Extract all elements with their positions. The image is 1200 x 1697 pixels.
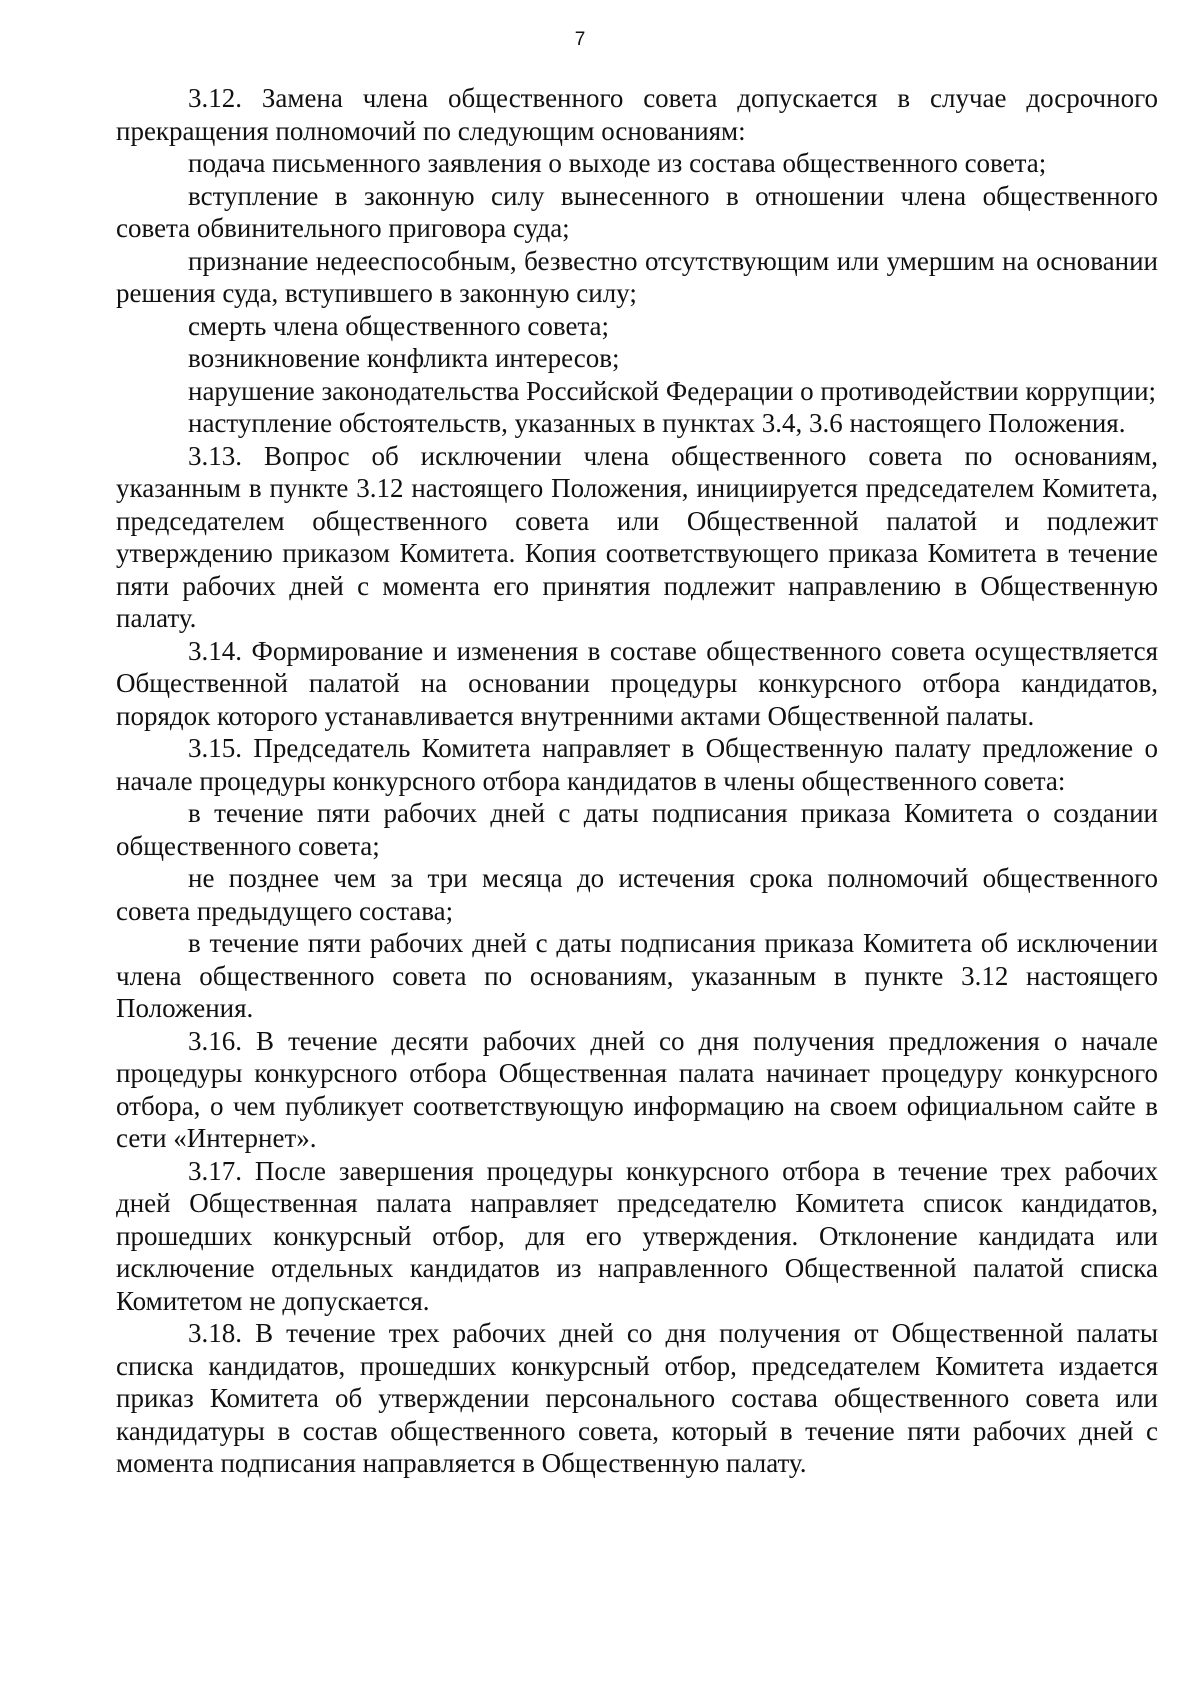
list-item-three-months: не позднее чем за три месяца до истечения срока полномочий общественного совета предыдущего состава; — [116, 863, 1158, 926]
list-item-anticorruption-violation: нарушение законодательства Российской Федерации о противодействии коррупции; — [188, 375, 1157, 406]
list-item-incapacity: признание недееспособным, безвестно отсутствующим или умершим на основании решения суда, вступившего в законную силу; — [116, 245, 1158, 308]
list-item-five-days-creation: в течение пяти рабочих дней с даты подписания приказа Комитета о создании общественного совета; — [116, 798, 1158, 861]
clause-3-18: 3.18. В течение трех рабочих дней со дня получения от Общественной палаты списка кандидатов, прошедших конкурсный отбор, председателем Комитета издается приказ Комитета об утверждении персонального состава общественного совета или кандидатуры в состав общественного совета, который в течение пяти рабочих дней с момента подписания направляется в Общественную палату. — [116, 1318, 1158, 1478]
list-item-written-statement: подача письменного заявления о выходе из состава общественного совета; — [188, 148, 1047, 178]
page-number: 7 — [574, 29, 586, 50]
clause-3-12: 3.12. Замена члена общественного совета допускается в случае досрочного прекращения полномочий по следующим основаниям: — [116, 83, 1158, 146]
clause-3-17: 3.17. После завершения процедуры конкурсного отбора в течение трех рабочих дней Общественная палата направляет председателю Комитета список кандидатов, прошедших конкурсный отбор, для его утверждения. Отклонение кандидата или исключение отдельных кандидатов из направленного Общественной палатой списка Комитетом не допускается. — [116, 1155, 1158, 1316]
list-item-five-days-exclusion: в течение пяти рабочих дней с даты подписания приказа Комитета об исключении члена общественного совета по основаниям, указанным в пункте 3.12 настоящего Положения. — [116, 928, 1158, 1023]
list-item-conflict-of-interest: возникновение конфликта интересов; — [188, 343, 620, 373]
list-item-death: смерть члена общественного совета; — [188, 310, 610, 341]
document-body — [116, 82, 1158, 1480]
clause-3-14: 3.14. Формирование и изменения в составе общественного совета осуществляется Общественной палатой на основании процедуры конкурсного отбора кандидатов, порядок которого устанавливается внутренними актами Общественной палаты. — [116, 635, 1158, 731]
list-item-court-sentence: вступление в законную силу вынесенного в отношении члена общественного совета обвинительного приговора суда; — [116, 180, 1158, 243]
clause-3-16: 3.16. В течение десяти рабочих дней со дня получения предложения о начале процедуры конкурсного отбора Общественная палата начинает процедуру конкурсного отбора, о чем публикует соответствующую информацию на своем официальном сайте в сети «Интернет». — [116, 1025, 1158, 1153]
list-item-circumstances: наступление обстоятельств, указанных в пунктах 3.4, 3.6 настоящего Положения. — [188, 408, 1126, 438]
clause-3-15: 3.15. Председатель Комитета направляет в Общественную палату предложение о начале процедуры конкурсного отбора кандидатов в члены общественного совета: — [116, 733, 1158, 796]
clause-3-13: 3.13. Вопрос об исключении члена общественного совета по основаниям, указанным в пункте 3.12 настоящего Положения, инициируется председателем Комитета, председателем общественного совета или Общественной палатой и подлежит утверждению приказом Комитета. Копия соответствующего приказа Комитета в течение пяти рабочих дней с момента его принятия подлежит направлению в Общественную палату. — [116, 440, 1158, 633]
